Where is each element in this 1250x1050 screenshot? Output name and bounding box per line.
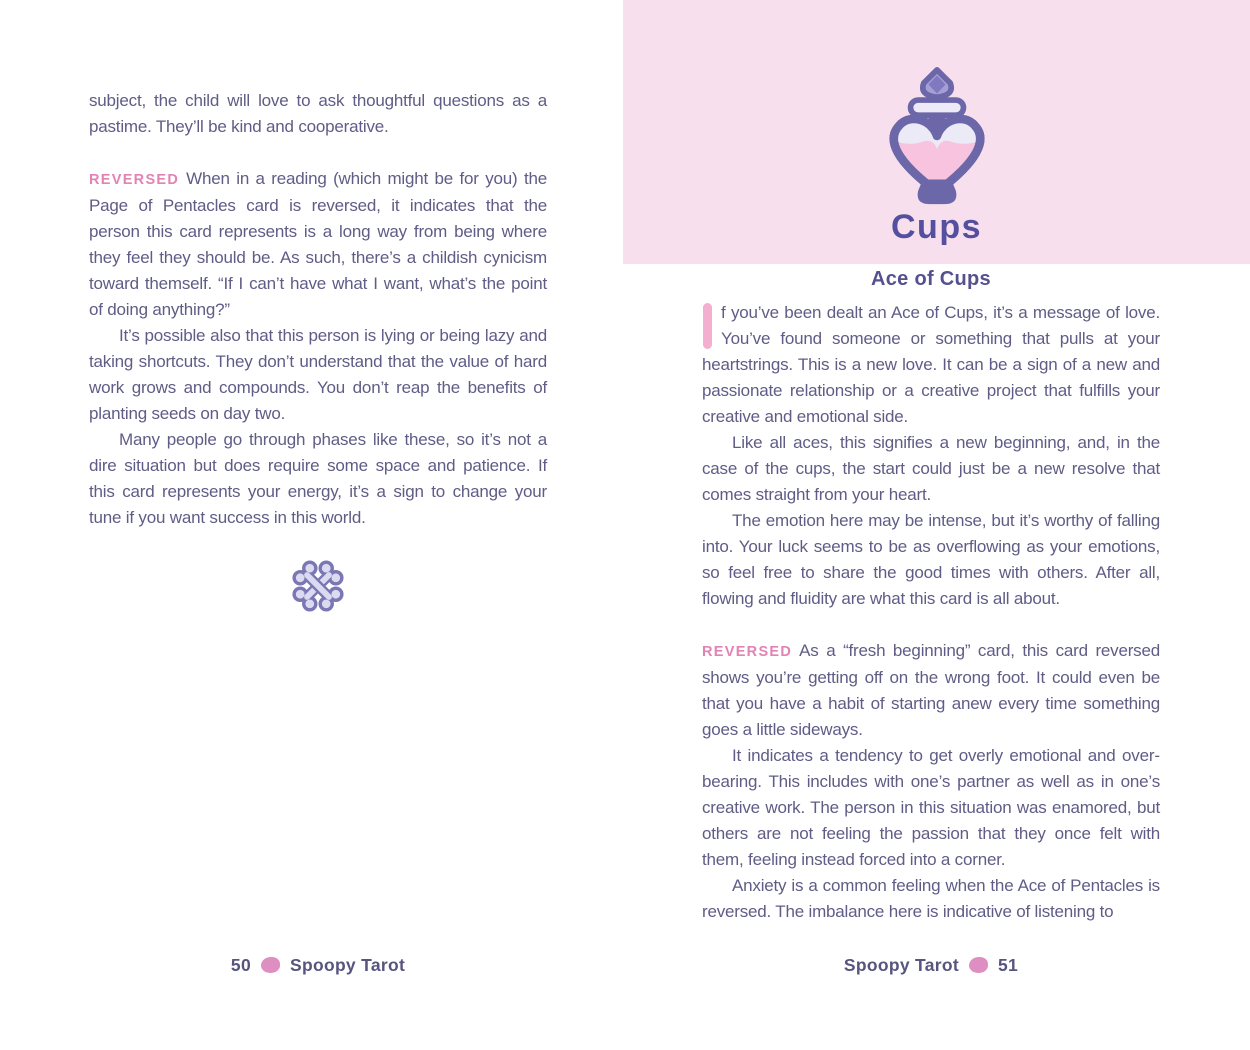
paragraph-reversed bbox=[89, 166, 547, 323]
reversed-label: REVERSED bbox=[702, 644, 793, 660]
book-title: Spoopy Tarot bbox=[843, 954, 959, 975]
reversed-text: As a “fresh beginning” card, this card reversed shows you’re getting off on the wrong foot. It could even be that you have a habit of starting anew every time something goes a little sideways. bbox=[702, 641, 1160, 739]
pink-blob-icon bbox=[261, 957, 280, 973]
paragraph-dropcap bbox=[702, 300, 1160, 430]
paragraph: Many people go through phases like these, so it’s not a dire situation but does require some space and patience. If this card represents your energy, it’s a sign to change your tune if you want success in this world. bbox=[89, 430, 547, 527]
paragraph: Anxiety is a common feeling when the Ace of Pentacles is reversed. The imbalance here is indicative of listening to bbox=[702, 876, 1160, 921]
card-heading: Ace of Cups bbox=[871, 268, 991, 290]
crossed-bones-icon bbox=[287, 555, 349, 617]
bottle-collar bbox=[910, 100, 963, 115]
paragraph-text: f you’ve been dealt an Ace of Cups, it’s a message of love. You’ve found someone or something that pulls at your heartstrings. This is a new love. It can be a sign of a new and passionate relationship or a creative project that fulfills your creative and emotional side. bbox=[702, 303, 1160, 426]
paragraph: Like all aces, this signifies a new beginning, and, in the case of the cups, the start could just be a new resolve that comes straight from your heart. bbox=[702, 433, 1160, 504]
page-number: 50 bbox=[230, 954, 251, 975]
reversed-label: REVERSED bbox=[89, 172, 180, 188]
right-page-footer bbox=[702, 953, 1160, 977]
page-number: 51 bbox=[998, 954, 1019, 975]
section-ornament bbox=[89, 555, 547, 622]
suit-banner bbox=[623, 0, 1250, 264]
paragraph: It indicates a tendency to get overly emotional and overbearing. This includes with one’s partner as well as in one’s creative work. The person in this situation was enamored, but others are not feeling the passion that they once felt with them, feeling instead forced into a corner. bbox=[702, 746, 1160, 869]
book-title: Spoopy Tarot bbox=[290, 954, 406, 975]
left-page bbox=[89, 88, 547, 622]
paragraph-reversed bbox=[702, 638, 1160, 743]
paragraph-intro-continuation: subject, the child will love to ask thoughtful questions as a pastime. They’ll be kind and cooperative. bbox=[89, 91, 547, 136]
dropcap-letter-i bbox=[703, 303, 712, 349]
heart-potion-bottle-icon bbox=[885, 66, 989, 206]
reversed-text: When in a reading (which might be for you) the Page of Pentacles card is reversed, it indicates that the person this card represents is a long way from being where they feel they should be. As such, there’s a childish cynicism toward themself. “If I can’t have what I want, what’s the point of doing anything?” bbox=[89, 169, 547, 319]
bottle-foot bbox=[917, 179, 956, 204]
pink-blob-icon bbox=[969, 957, 988, 973]
paragraph: The emotion here may be intense, but it’s worthy of falling into. Your luck seems to be as overflowing as your emotions, so feel free to share the good times with others. After all, flowing and fluidity are what this card is all about. bbox=[702, 511, 1160, 608]
left-page-footer bbox=[89, 953, 547, 977]
right-page bbox=[702, 268, 1160, 925]
suit-title: Cups bbox=[891, 208, 982, 246]
paragraph: It’s possible also that this person is lying or being lazy and taking shortcuts. They don’t understand that the value of hard work grows and compounds. You don’t reap the benefits of planting seeds on day two. bbox=[89, 326, 547, 423]
